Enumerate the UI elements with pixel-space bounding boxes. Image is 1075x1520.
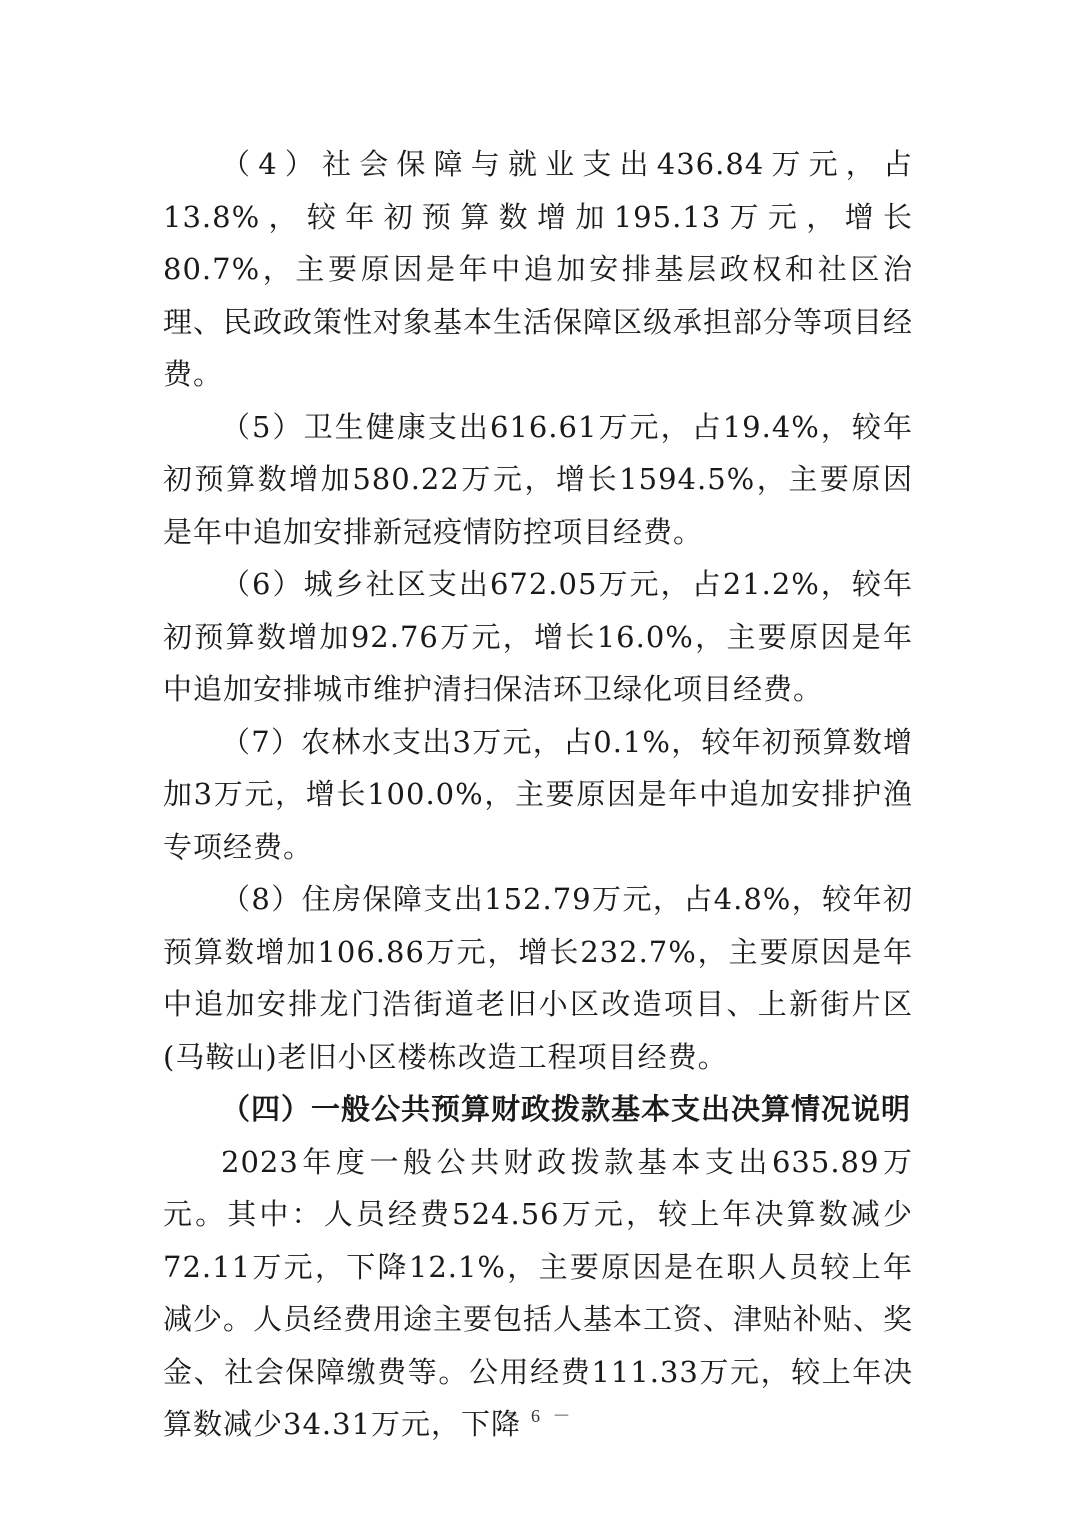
- section-heading: （四）一般公共预算财政拨款基本支出决算情况说明: [221, 1092, 912, 1126]
- paragraph-agriculture: （7）农林水支出3万元，占0.1%，较年初预算数增加3万元，增长100.0%，主要原因是年中追加安排护渔专项经费。: [163, 724, 913, 864]
- paragraph-health: （5）卫生健康支出616.61万元，占19.4%，较年初预算数增加580.22万元，增长1594.5%，主要原因是年中追加安排新冠疫情防控项目经费。: [163, 409, 913, 549]
- paragraph-social-security: （4）社会保障与就业支出436.84万元，占13.8%，较年初预算数增加195.13万元，增长80.7%，主要原因是年中追加安排基层政权和社区治理、民政政策性对象基本生活保障区级承担部分等项目经费。: [163, 147, 914, 391]
- page-number: － 6 －: [500, 1406, 575, 1426]
- paragraph-urban-rural: （6）城乡社区支出672.05万元，占21.2%，较年初预算数增加92.76万元，增长16.0%，主要原因是年中追加安排城市维护清扫保洁环卫绿化项目经费。: [163, 567, 913, 706]
- paragraph-housing: （8）住房保障支出152.79万元，占4.8%，较年初预算数增加106.86万元，增长232.7%，主要原因是年中追加安排龙门浩街道老旧小区改造项目、上新街片区(马鞍山)老旧小区楼栋改造工程项目经费。: [163, 882, 913, 1074]
- document-body: [163, 138, 913, 1451]
- paragraph-basic-expenditure: 2023年度一般公共财政拨款基本支出635.89万元。其中：人员经费524.56万元，较上年决算数减少72.11万元，下降12.1%，主要原因是在职人员较上年减少。人员经费用途主要包括人基本工资、津贴补贴、奖金、社会保障缴费等。公用经费111.33万元，较上年决算数减少34.31万元，下降: [163, 1144, 914, 1441]
